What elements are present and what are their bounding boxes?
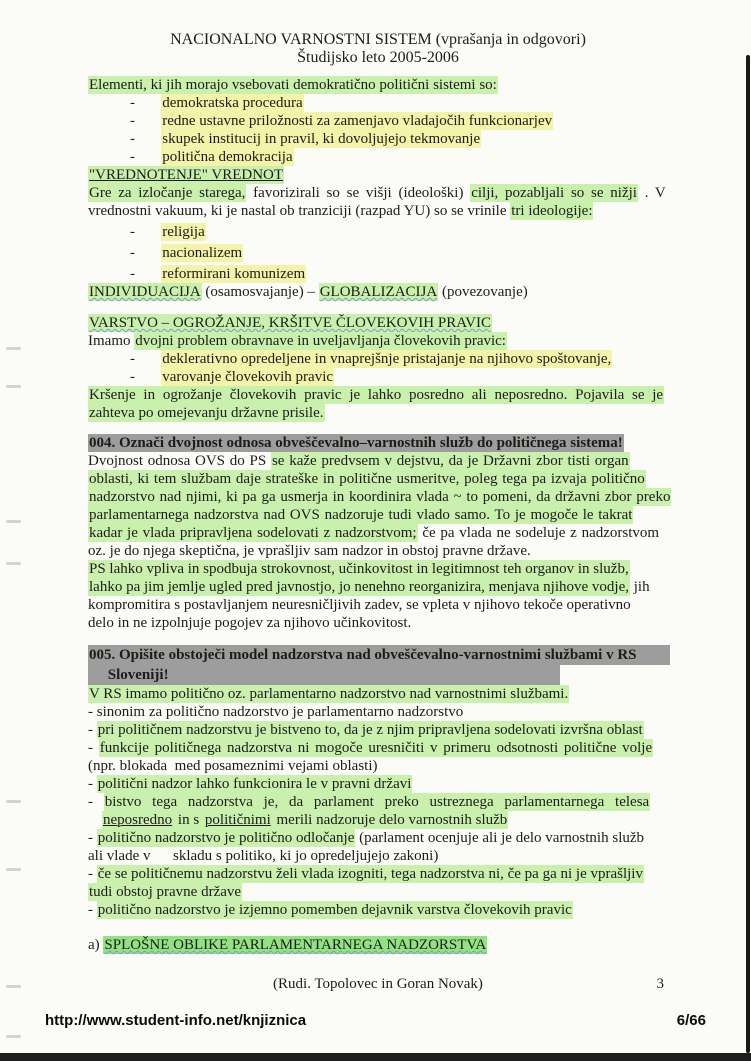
text-line <box>88 148 668 166</box>
text-segment: INDIVIDUACIJA <box>89 284 201 300</box>
section-heading <box>88 166 668 184</box>
text-line <box>88 739 668 757</box>
text-line <box>88 685 668 703</box>
text-segment: delo in ne izpolnjuje pogojev za njihovo učinkovitost. <box>88 615 412 631</box>
status-bar <box>45 1012 706 1029</box>
text-line <box>88 470 668 488</box>
text-segment: - sinonim za politično nadzorstvo je parlamentarno nadzorstvo <box>88 704 464 720</box>
text-segment: Elementi, ki jih morajo vsebovati demokratično politični sistemi so: <box>89 77 497 93</box>
scan-right-edge <box>746 55 750 1053</box>
scan-bottom-edge <box>0 1053 751 1061</box>
text-segment: in s <box>174 812 203 828</box>
text-segment: politično nadzorstvo je izjemno pomemben dejavnik varstva človekovih pravic <box>97 902 572 918</box>
bullet-dash: - <box>88 902 97 918</box>
scan-margin-mark <box>6 1035 21 1038</box>
text-segment: NACIONALNO VARNOSTNI SISTEM (vprašanja in odgovori) <box>170 31 586 48</box>
text-line <box>88 829 668 847</box>
text-segment: (npr. blokada med posameznimi vejami oblasti) <box>88 758 378 774</box>
doc-title <box>88 31 668 49</box>
text-segment: parlamentarnega nadzorstva nad OVS nadzoruje tudi vlado samo. To je mogoče le takrat <box>89 507 633 523</box>
text-line <box>88 524 668 542</box>
bullet-dash: - <box>88 794 104 810</box>
bullet-dash: - <box>130 131 162 147</box>
text-segment: (osamosvajanje) – <box>201 284 319 300</box>
scan-margin-mark <box>6 800 21 803</box>
text-segment: (povezovanje) <box>438 284 528 300</box>
text-line <box>88 847 668 865</box>
text-segment: VARSTVO – OGROŽANJE, KRŠITVE ČLOVEKOVIH PRAVIC <box>89 315 491 331</box>
text-line <box>88 560 668 578</box>
text-segment: deklerativno opredeljene in vnaprejšnje pristajanje na njihovo spoštovanje, <box>162 351 612 367</box>
bullet-dash: - <box>130 266 162 282</box>
text-segment: pri političnem nadzorstvu je bistveno to, da je z njim pripravljena sodelovati izvršna oblast <box>97 722 643 738</box>
text-segment: jih <box>630 579 650 595</box>
text-line <box>88 202 668 220</box>
author-credit: (Rudi. Topolovec in Goran Novak) <box>273 976 483 992</box>
text-line <box>88 775 668 793</box>
subsection-heading <box>88 936 668 954</box>
text-line <box>88 350 668 368</box>
text-segment: oblasti, ki tem službam daje strateške in politične usmeritve, poleg tega pa izvaja politično <box>89 471 645 487</box>
text-segment: 005. Opišite obstoječi model nadzorstva nad obveščevalno-varnostnimi službami v RS <box>88 645 670 665</box>
text-segment: . V <box>637 185 666 201</box>
text-segment: favorizirali so se višji (ideološki) <box>246 185 471 201</box>
text-segment: neposredno <box>103 812 173 828</box>
text-segment: Sloveniji! <box>88 665 560 685</box>
text-segment: političnimi <box>204 812 271 828</box>
page-number: 3 <box>656 976 664 992</box>
page-progress: 6/66 <box>676 1012 706 1029</box>
question-heading <box>88 434 668 452</box>
text-segment: ali vlade v skladu s politiko, ki jo opredeljujejo zakoni) <box>88 848 439 864</box>
text-segment: Dvojnost odnosa OVS do PS <box>88 453 271 469</box>
text-segment: kompromitira s postavljanjem neuresničljivih zadev, se vpleta v njihovo tekoče operativno <box>88 597 631 613</box>
bullet-dash: - <box>130 224 162 240</box>
text-line <box>88 757 668 775</box>
text-line <box>88 265 668 283</box>
text-segment: se kaže predvsem v dejstvu, da je Državni zbor tisti organ <box>271 453 629 469</box>
text-segment: PS lahko vpliva in spodbuja strokovnost, učinkovitost in legitimnost teh organov in služb, <box>89 561 629 577</box>
text-line <box>88 793 668 811</box>
text-line <box>88 283 668 301</box>
bullet-dash: - <box>130 369 162 385</box>
text-segment: vrednostni vakuum, ki je nastal ob tranziciji (razpad YU) so se vrinile <box>88 203 511 219</box>
text-segment: nacionalizem <box>162 245 243 261</box>
text-line <box>88 883 668 901</box>
text-segment: če se političnemu nadzorstvu želi vlada izogniti, tega nadzorstva ni, če pa ga ni je vprašljiv <box>97 866 643 882</box>
bullet-dash: - <box>130 351 162 367</box>
text-segment: zahteva po omejevanju državne prisile. <box>89 405 324 421</box>
text-segment: 004. Označi dvojnost odnosa obveščevalno–varnostnih služb do političnega sistema! <box>89 435 623 451</box>
text-segment: oz. je do njega skeptična, je vprašljiv sam nadzor in obstoj pravne države. <box>88 543 531 559</box>
text-segment: če pa vlada ne sodeluje z nadzorstvom <box>417 525 660 541</box>
text-segment: varovanje človekovih pravic <box>162 369 334 385</box>
text-segment: religija <box>162 224 205 240</box>
text-segment: demokratska procedura <box>162 95 303 111</box>
text-segment: Imamo <box>88 333 135 349</box>
text-line <box>88 112 668 130</box>
text-segment: cilji, pozabljali so se nižji <box>471 185 637 201</box>
text-line <box>88 488 671 506</box>
text-line <box>88 811 668 829</box>
bullet-dash: - <box>88 776 97 792</box>
text-line <box>88 596 668 614</box>
text-segment: politična demokracija <box>162 149 293 165</box>
text-line <box>88 223 668 241</box>
text-line <box>88 452 668 470</box>
document-body <box>88 31 671 954</box>
text-line <box>88 542 668 560</box>
text-segment: Študijsko leto 2005-2006 <box>297 49 459 66</box>
text-segment: kadar je vlada pripravljena sodelovati z nadzorstvom; <box>89 525 417 541</box>
text-line <box>88 665 668 685</box>
scan-margin-mark <box>6 385 21 388</box>
text-segment: Gre za izločanje starega, <box>89 185 246 201</box>
text-segment: funkcije političnega nadzorstva ni mogoče uresničiti v primeru odsotnosti politične volje <box>99 740 653 756</box>
text-segment: "VREDNOTENJE" VREDNOT <box>89 167 284 183</box>
bullet-dash: - <box>88 722 97 738</box>
text-segment: dvojni problem obravnave in uveljavljanja človekovih pravic: <box>135 333 506 349</box>
text-segment: nadzorstvo nad njimi, ki pa ga usmerja in koordinira vlada ~ to pomeni, da državni zbor preko <box>89 489 671 505</box>
bullet-dash: - <box>88 866 97 882</box>
scan-margin-mark <box>6 562 21 565</box>
page-footer <box>88 976 668 993</box>
text-line <box>88 368 668 386</box>
text-line <box>88 703 668 721</box>
text-segment: (parlament ocenjuje ali je delo varnostnih služb <box>355 830 645 846</box>
text-line <box>88 578 668 596</box>
text-line <box>88 94 668 112</box>
bullet-dash: - <box>88 740 99 756</box>
bullet-dash: - <box>130 149 162 165</box>
text-segment: tri ideologije: <box>511 203 593 219</box>
text-segment: redne ustavne priložnosti za zamenjavo vladajočih funkcionarjev <box>162 113 553 129</box>
text-segment: Kršenje in ogrožanje človekovih pravic je lahko posredno ali neposredno. Pojavila se je <box>89 387 664 403</box>
text-line <box>88 404 668 422</box>
text-line <box>88 865 668 883</box>
text-line <box>88 184 668 202</box>
question-heading <box>88 645 668 665</box>
text-line <box>88 386 668 404</box>
bullet-dash: - <box>130 95 162 111</box>
text-segment: merili nadzoruje delo varnostnih služb <box>272 812 508 828</box>
text-line <box>88 244 668 262</box>
section-heading <box>88 314 668 332</box>
text-segment: bistvo tega nadzorstva je, da parlament preko ustreznega parlamentarnega telesa <box>104 794 650 810</box>
source-url-link[interactable]: http://www.student-info.net/knjiznica <box>45 1012 307 1029</box>
text-line <box>88 506 668 524</box>
text-segment: reformirani komunizem <box>162 266 306 282</box>
text-segment: GLOBALIZACIJA <box>319 284 438 300</box>
text-segment: politični nadzor lahko funkcionira le v pravni državi <box>97 776 412 792</box>
text-segment: lahko pa jim jemlje ugled pred javnostjo, jo nenehno reorganizira, menjava njihove vodje, <box>89 579 629 595</box>
text-line <box>88 901 668 919</box>
scan-margin-mark <box>6 520 21 523</box>
text-segment: skupek institucij in pravil, ki dovoljujejo tekmovanje <box>162 131 481 147</box>
text-segment: a) <box>88 937 104 953</box>
scan-margin-mark <box>6 985 21 988</box>
doc-subtitle <box>88 49 668 67</box>
text-segment: tudi obstoj pravne države <box>89 884 242 900</box>
text-segment: V RS imamo politično oz. parlamentarno nadzorstvo nad varnostnimi službami. <box>89 686 569 702</box>
text-segment: SPLOŠNE OBLIKE PARLAMENTARNEGA NADZORSTVA <box>104 937 487 953</box>
scan-margin-mark <box>6 868 21 871</box>
bullet-dash: - <box>130 113 162 129</box>
bullet-dash: - <box>130 245 162 261</box>
text-line <box>88 614 668 632</box>
text-line <box>88 76 668 94</box>
text-segment: politično nadzorstvo je politično odločanje <box>97 830 355 846</box>
text-line <box>88 130 668 148</box>
scan-margin-mark <box>6 347 21 350</box>
text-line <box>88 332 668 350</box>
text-line <box>88 721 668 739</box>
bullet-dash: - <box>88 830 97 846</box>
